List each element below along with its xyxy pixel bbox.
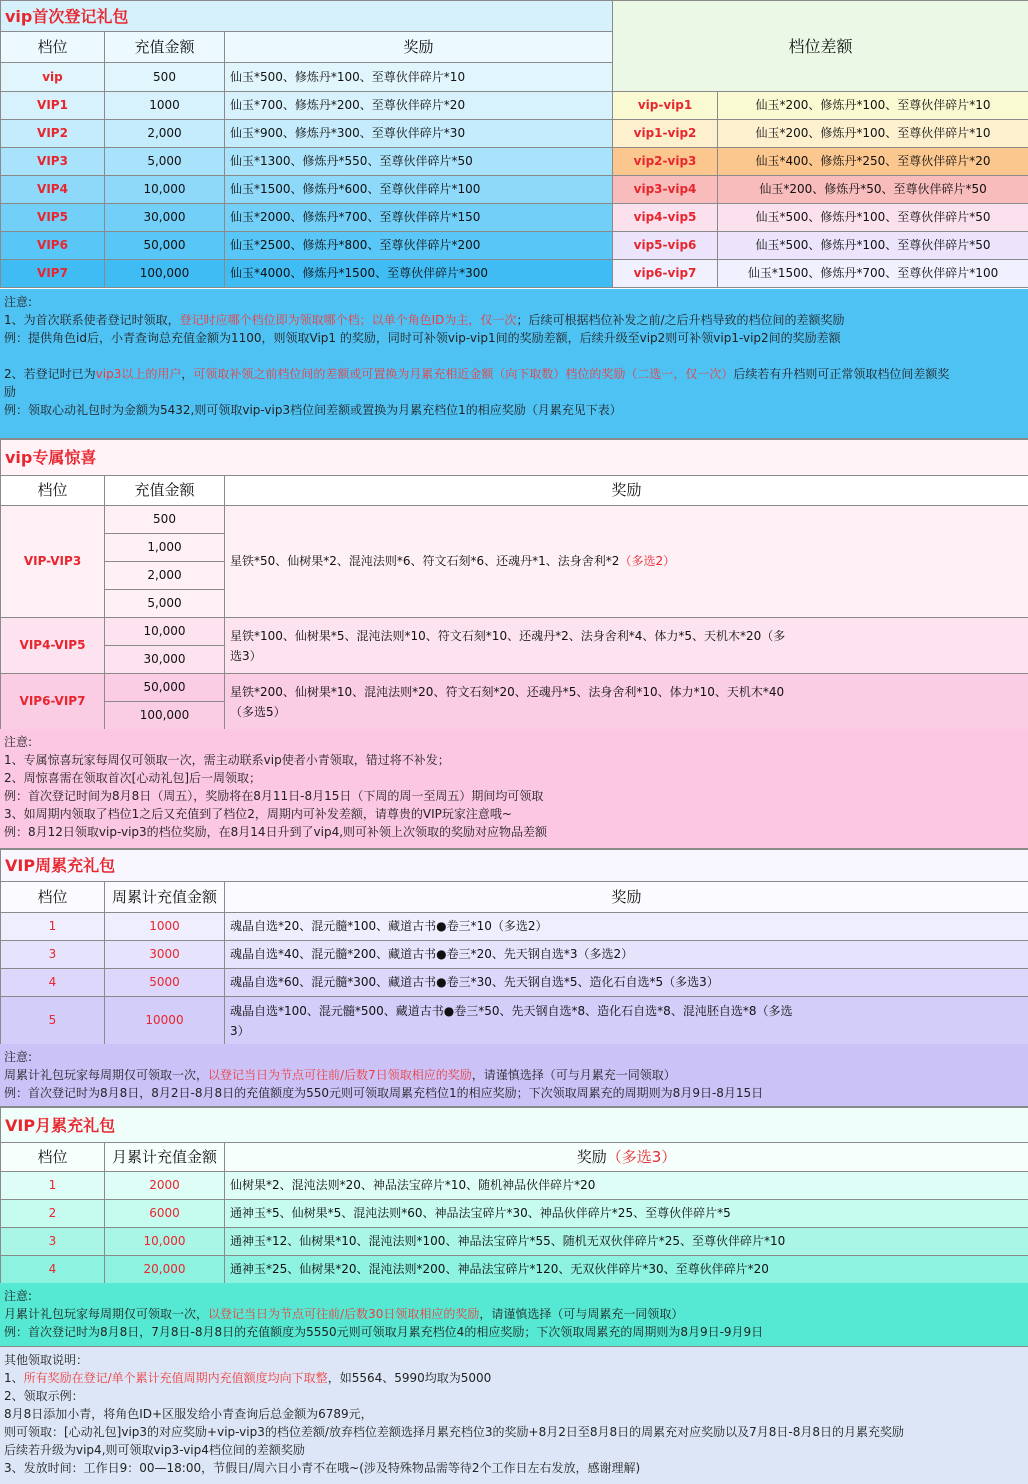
note-monthly (0, 1283, 1028, 1347)
note-line: 2、领取示例： (4, 1389, 84, 1403)
col-header-amount: 月累计充值金额 (105, 1143, 225, 1172)
tier-cell: VIP3 (1, 148, 105, 176)
diff-tier-cell: vip3-vip4 (613, 176, 718, 204)
note-line: 例：首次登记时间为8月8日（周五），奖励将在8月11日-8月15日（下周的周一至周五）期间均可领取 (4, 789, 544, 803)
table-row (1, 260, 1028, 288)
amount-cell: 5,000 (105, 590, 225, 618)
note-line: 例：领取心动礼包时为金额为5432,则可领取vip-vip3档位间差额或置换为月累充档位1的相应奖励（月累充见下表） (4, 403, 622, 417)
col-header-tier: 档位 (1, 32, 105, 63)
note-text: 后续若有升档则可正常领取档位间差额奖 (733, 367, 950, 381)
tier-cell: 1 (1, 1172, 105, 1200)
reward-text: 选3） (230, 648, 262, 663)
tier-cell: 3 (1, 941, 105, 969)
tier-cell: 5 (1, 997, 105, 1045)
table-row (1, 232, 1028, 260)
tier-cell: 1 (1, 913, 105, 941)
reward-text: 3） (230, 1023, 250, 1038)
header-text: 奖励 (576, 1147, 607, 1166)
amount-cell: 10,000 (105, 618, 225, 646)
diff-cell: 仙玉*1500、修炼丹*700、至尊伙伴碎片*100 (718, 260, 1028, 288)
tier-cell: 3 (1, 1228, 105, 1256)
note-line (4, 311, 1028, 329)
reward-cell: 通神玉*5、仙树果*5、混沌法则*60、神品法宝碎片*30、神品伙伴碎片*25、至尊伙伴碎片*5 (225, 1200, 1028, 1228)
note-line: 后续若升级为vip4,则可领取vip3-vip4档位间的差额奖励 (4, 1443, 305, 1457)
reward-text: （多选5） (230, 704, 286, 719)
note-line: 3、发放时间：工作日9：00—18:00，节假日/周六日小青不在哦~(涉及特殊物品需等待2个工作日左右发放，感谢理解) (4, 1461, 641, 1475)
diff-cell: 仙玉*400、修炼丹*250、至尊伙伴碎片*20 (718, 148, 1028, 176)
diff-cell: 仙玉*200、修炼丹*100、至尊伙伴碎片*10 (718, 120, 1028, 148)
table-row (1, 1200, 1028, 1228)
amount-cell: 1000 (105, 913, 225, 941)
note-highlight: 可领取补领之前档位间的差额或可置换为月累充相近金额（向下取数）档位的奖励（二选一，仅一次） (193, 367, 734, 381)
note-line: 2、周惊喜需在领取首次[心动礼包]后一周领取； (4, 771, 261, 785)
note-text: ；后续可根据档位补发之前/之后升档导致的档位间的差额奖励 (516, 313, 845, 327)
diff-tier-cell: vip5-vip6 (613, 232, 718, 260)
note-label: 注意: (4, 735, 33, 749)
tier-cell: VIP4 (1, 176, 105, 204)
note-text: ，请谨慎选择（可与周累充一同领取） (479, 1307, 684, 1321)
reward-cell: 仙树果*2、混沌法则*20、神品法宝碎片*10、随机神品伙伴碎片*20 (225, 1172, 1028, 1200)
col-header-amount: 充值金额 (105, 32, 225, 63)
tier-cell: vip (1, 63, 105, 92)
note-text: 月累计礼包玩家每周期仅可领取一次， (4, 1307, 209, 1321)
reward-cell: 仙玉*1500、修炼丹*600、至尊伙伴碎片*100 (225, 176, 613, 204)
reward-text: 魂晶自选*100、混元髓*500、藏道古书●卷三*50、先天钢自选*8、造化石自选*8、混沌胚自选*8（多选 (230, 1003, 793, 1018)
note-line (4, 1369, 1028, 1387)
reward-cell: 仙玉*900、修炼丹*300、至尊伙伴碎片*30 (225, 120, 613, 148)
amount-cell: 100,000 (105, 702, 225, 730)
note-highlight: 登记时应哪个档位即为领取哪个档；以单个角色ID为主，仅一次 (179, 313, 517, 327)
note-label: 注意: (4, 1289, 33, 1303)
diff-tier-cell: vip4-vip5 (613, 204, 718, 232)
note-other (0, 1347, 1028, 1484)
diff-header: 档位差额 (613, 1, 1028, 92)
table-row (1, 941, 1028, 969)
diff-cell: 仙玉*500、修炼丹*100、至尊伙伴碎片*50 (718, 232, 1028, 260)
note-text: 2、若登记时已为 (4, 367, 96, 381)
amount-cell: 500 (105, 63, 225, 92)
amount-cell: 30,000 (105, 204, 225, 232)
amount-cell: 10,000 (105, 176, 225, 204)
weekly-table (0, 849, 1028, 1045)
reward-cell (225, 618, 1028, 674)
amount-cell: 6000 (105, 1200, 225, 1228)
amount-cell: 2,000 (105, 120, 225, 148)
table-row (1, 1228, 1028, 1256)
tier-cell: VIP2 (1, 120, 105, 148)
table-row (1, 176, 1028, 204)
tier-cell: VIP-VIP3 (1, 506, 105, 618)
amount-cell: 50,000 (105, 674, 225, 702)
note-line: 例：首次登记时为8月8日，8月2日-8月8日的充值额度为550元则可领取周累充档位1的相应奖励；下次领取周累充的周期则为8月9日-8月15日 (4, 1086, 764, 1100)
reward-cell: 魂晶自选*60、混元髓*300、藏道古书●卷三*30、先天钢自选*5、造化石自选*5（多选3） (225, 969, 1028, 997)
note-line: 例：首次登记时为8月8日，7月8日-8月8日的充值额度为5550元则可领取月累充档位4的相应奖励；下次领取周累充的周期则为8月9日-9月9日 (4, 1325, 764, 1339)
note-line: 例：8月12日领取vip-vip3的档位奖励，在8月14日升到了vip4,则可补领上次领取的奖励对应物品差额 (4, 825, 548, 839)
reward-cell: 仙玉*4000、修炼丹*1500、至尊伙伴碎片*300 (225, 260, 613, 288)
amount-cell: 1000 (105, 92, 225, 120)
tier-cell: VIP7 (1, 260, 105, 288)
col-header-reward (225, 1143, 1028, 1172)
amount-cell: 30,000 (105, 646, 225, 674)
reward-cell: 仙玉*2000、修炼丹*700、至尊伙伴碎片*150 (225, 204, 613, 232)
col-header-reward: 奖励 (225, 32, 613, 63)
tier-cell: VIP5 (1, 204, 105, 232)
tier-cell: 4 (1, 1256, 105, 1284)
reward-text: 星铁*100、仙树果*5、混沌法则*10、符文石刻*10、还魂丹*2、法身舍利*4、体力*5、天机木*20（多 (230, 628, 786, 643)
amount-cell: 10,000 (105, 1228, 225, 1256)
col-header-tier: 档位 (1, 476, 105, 506)
diff-tier-cell: vip-vip1 (613, 92, 718, 120)
reward-text: 星铁*50、仙树果*2、混沌法则*6、符文石刻*6、还魂丹*1、法身舍利*2 (230, 554, 620, 568)
diff-cell: 仙玉*200、修炼丹*100、至尊伙伴碎片*10 (718, 92, 1028, 120)
reward-cell: 通神玉*25、仙树果*20、混沌法则*200、神品法宝碎片*120、无双伙伴碎片*30、至尊伙伴碎片*20 (225, 1256, 1028, 1284)
amount-cell: 100,000 (105, 260, 225, 288)
col-header-amount: 充值金额 (105, 476, 225, 506)
note-text: 周累计礼包玩家每周期仅可领取一次， (4, 1068, 209, 1082)
reward-cell (225, 997, 1028, 1045)
amount-cell: 2,000 (105, 562, 225, 590)
amount-cell: 500 (105, 506, 225, 534)
section-title-surprise: vip专属惊喜 (1, 440, 1028, 476)
section-title-weekly: VIP周累充礼包 (1, 850, 1028, 882)
note-surprise (0, 729, 1028, 849)
table-row (1, 913, 1028, 941)
monthly-table (0, 1107, 1028, 1284)
reward-tag: （多选3） (606, 1147, 677, 1166)
col-header-reward: 奖励 (225, 882, 1028, 913)
diff-tier-cell: vip6-vip7 (613, 260, 718, 288)
diff-cell: 仙玉*500、修炼丹*100、至尊伙伴碎片*50 (718, 204, 1028, 232)
reward-cell: 仙玉*700、修炼丹*200、至尊伙伴碎片*20 (225, 92, 613, 120)
diff-cell: 仙玉*200、修炼丹*50、至尊伙伴碎片*50 (718, 176, 1028, 204)
tier-cell: VIP6 (1, 232, 105, 260)
note-highlight: 以登记当日为节点可往前/后数7日领取相应的奖励 (208, 1068, 472, 1082)
reward-cell: 仙玉*2500、修炼丹*800、至尊伙伴碎片*200 (225, 232, 613, 260)
note-line (4, 365, 1028, 383)
reward-cell (225, 674, 1028, 730)
note-label: 其他领取说明： (4, 1353, 89, 1367)
note-highlight: vip3以上的用户 (95, 367, 182, 381)
reward-cell: 仙玉*1300、修炼丹*550、至尊伙伴碎片*50 (225, 148, 613, 176)
diff-tier-cell: vip2-vip3 (613, 148, 718, 176)
amount-cell: 20,000 (105, 1256, 225, 1284)
table-row (1, 120, 1028, 148)
note-text: ， (181, 367, 194, 381)
amount-cell: 5000 (105, 969, 225, 997)
amount-cell: 2000 (105, 1172, 225, 1200)
note-line: 例：提供角色id后，小青查询总充值金额为1100，则领取Vip1 的奖励，同时可补领vip-vip1间的奖励差额，后续升级至vip2则可补领vip1-vip2间的奖励差额 (4, 331, 841, 345)
amount-cell: 50,000 (105, 232, 225, 260)
col-header-tier: 档位 (1, 1143, 105, 1172)
amount-cell: 10000 (105, 997, 225, 1045)
note-line (4, 1305, 1028, 1323)
reward-cell (225, 506, 1028, 618)
note-line: 则可领取：[心动礼包]vip3的对应奖励+vip-vip3的档位差额/放弃档位差额选择月累充档位3的奖励+8月2日至8月8日的周累充对应奖励以及7月8日-8月8日的月累充奖励 (4, 1425, 904, 1439)
table-row (1, 204, 1028, 232)
note-line: 1、专属惊喜玩家每周仅可领取一次，需主动联系vip使者小青领取，错过将不补发； (4, 753, 450, 767)
col-header-tier: 档位 (1, 882, 105, 913)
note-text: ，请谨慎选择（可与月累充一同领取） (471, 1068, 676, 1082)
reward-tag: （多选2） (619, 554, 676, 568)
amount-cell: 3000 (105, 941, 225, 969)
note-line: 3、如周期内领取了档位1之后又充值到了档位2，周期内可补发差额，请尊贵的VIP玩家注意哦~ (4, 807, 512, 821)
table-row (1, 1256, 1028, 1284)
reward-text: 星铁*200、仙树果*10、混沌法则*20、符文石刻*20、还魂丹*5、法身舍利*10、体力*10、天机木*40 (230, 684, 785, 699)
col-header-amount: 周累计充值金额 (105, 882, 225, 913)
note-highlight: 以登记当日为节点可往前/后数30日领取相应的奖励 (208, 1307, 480, 1321)
tier-cell: 2 (1, 1200, 105, 1228)
note-line: 励 (4, 385, 17, 399)
tier-cell: VIP4-VIP5 (1, 618, 105, 674)
table-row (1, 92, 1028, 120)
note-weekly (0, 1044, 1028, 1107)
reward-cell: 魂晶自选*40、混元髓*200、藏道古书●卷三*20、先天钢自选*3（多选2） (225, 941, 1028, 969)
tier-cell: VIP6-VIP7 (1, 674, 105, 730)
note-line: 8月8日添加小青，将角色ID+区服发给小青查询后总金额为6789元， (4, 1407, 373, 1421)
table-row (1, 969, 1028, 997)
table-row (1, 997, 1028, 1045)
tier-cell: 4 (1, 969, 105, 997)
reward-cell: 仙玉*500、修炼丹*100、至尊伙伴碎片*10 (225, 63, 613, 92)
note-label: 注意: (4, 295, 33, 309)
vip-first-table (0, 0, 1028, 288)
section-title-vip-first: vip首次登记礼包 (1, 1, 613, 32)
reward-cell: 魂晶自选*20、混元髓*100、藏道古书●卷三*10（多选2） (225, 913, 1028, 941)
diff-tier-cell: vip1-vip2 (613, 120, 718, 148)
reward-cell: 通神玉*12、仙树果*10、混沌法则*100、神品法宝碎片*55、随机无双伙伴碎片*25、至尊伙伴碎片*10 (225, 1228, 1028, 1256)
note-highlight: 所有奖励在登记/单个累计充值周期内充值额度均向下取整 (23, 1371, 328, 1385)
note-text: 1、为首次联系使者登记时领取， (4, 313, 180, 327)
spacer (4, 347, 1028, 365)
section-title-monthly: VIP月累充礼包 (1, 1108, 1028, 1143)
note-text: ，如5564、5990均取为5000 (327, 1371, 492, 1385)
amount-cell: 1,000 (105, 534, 225, 562)
note-vip-first (0, 289, 1028, 439)
vip-surprise-table (0, 439, 1028, 730)
tier-cell: VIP1 (1, 92, 105, 120)
note-label: 注意: (4, 1050, 33, 1064)
table-row (1, 148, 1028, 176)
table-row (1, 1172, 1028, 1200)
note-line (4, 1066, 1028, 1084)
note-text: 1、 (4, 1371, 24, 1385)
amount-cell: 5,000 (105, 148, 225, 176)
col-header-reward: 奖励 (225, 476, 1028, 506)
